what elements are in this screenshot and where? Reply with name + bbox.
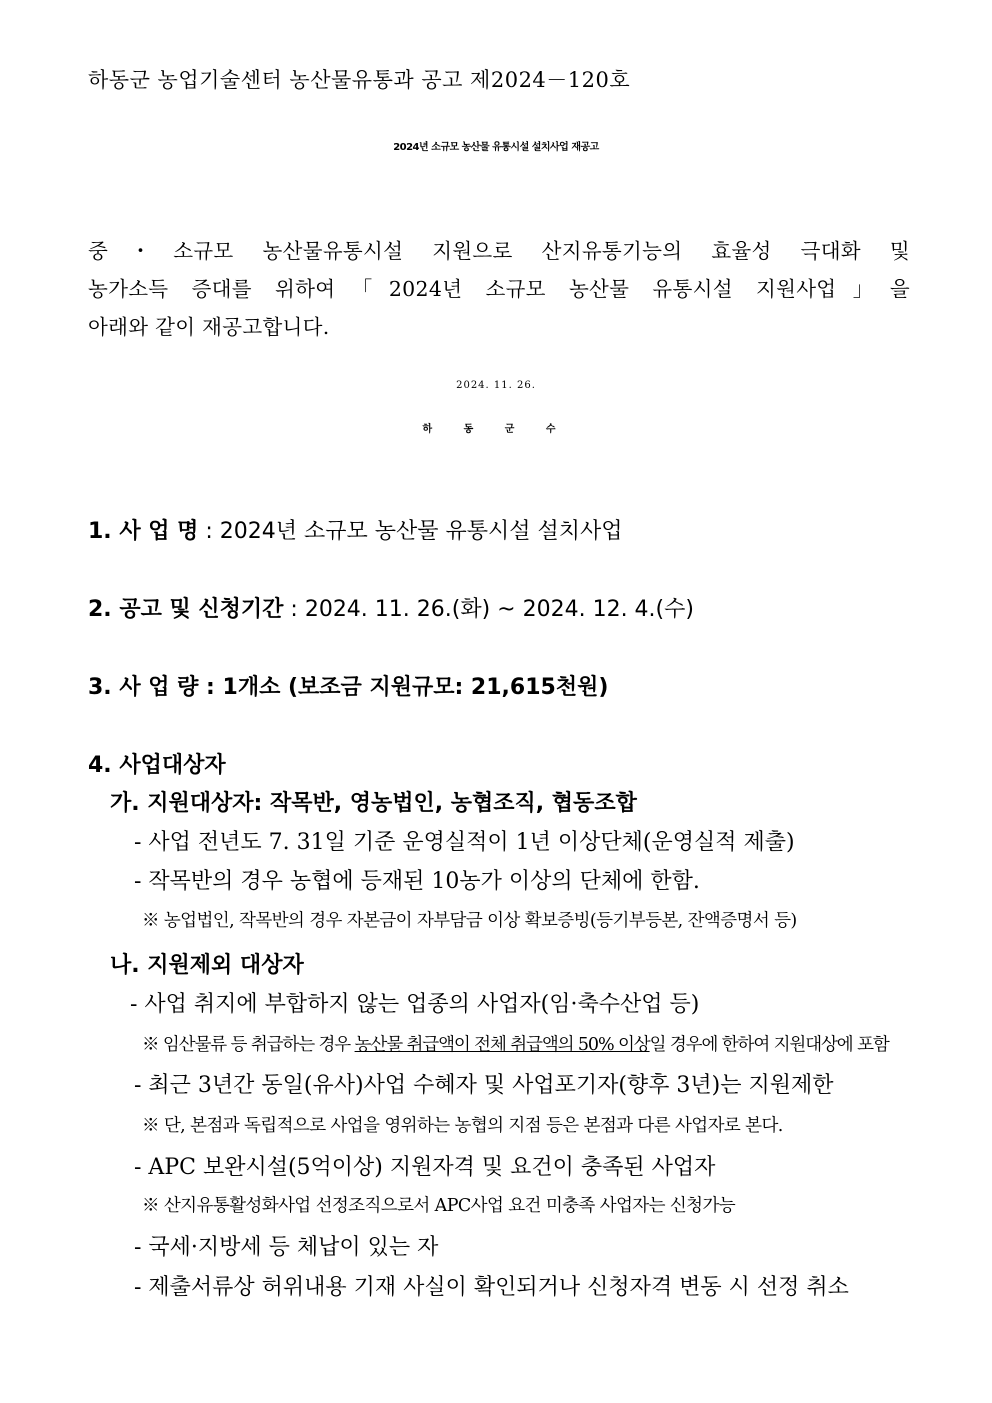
section-eligible-applicants: 4. 사업대상자: [88, 753, 226, 778]
note-text: 일 경우에 한하여 지원대상에 포함: [649, 1035, 889, 1055]
excluded-item-4: - 국세·지방세 등 체납이 있는 자: [134, 1235, 439, 1260]
excluded-note-3: ※ 산지유통활성화사업 선정조직으로서 APC사업 요건 미충족 사업자는 신청가능: [142, 1196, 736, 1216]
excluded-heading: 나. 지원제외 대상자: [110, 953, 304, 978]
excluded-item-3: - APC 보완시설(5억이상) 지원자격 및 요건이 충족된 사업자: [134, 1155, 716, 1180]
intro-line-1: 중・소규모 농산물유통시설 지원으로 산지유통기능의 효율성 극대화 및: [88, 239, 910, 263]
section-value: : 2024년 소규모 농산물 유통시설 설치사업: [198, 519, 623, 544]
excluded-note-1: [142, 1031, 889, 1056]
section-application-period: [88, 592, 694, 623]
target-item-1: - 사업 전년도 7. 31일 기준 운영실적이 1년 이상단체(운영실적 제출): [134, 830, 795, 855]
target-item-2: - 작목반의 경우 농협에 등재된 10농가 이상의 단체에 한함.: [134, 869, 700, 894]
section-project-quantity: 3. 사 업 량 : 1개소 (보조금 지원규모: 21,615천원): [88, 675, 609, 700]
intro-line-3: 아래와 같이 재공고합니다.: [88, 315, 330, 339]
page-title: 2024년 소규모 농산물 유통시설 설치사업 재공고: [393, 142, 599, 153]
section-label: 2. 공고 및 신청기간: [88, 597, 284, 622]
note-underlined-text: 농산물 취급액이 전체 취급액의 50% 이상: [354, 1035, 650, 1055]
notice-date: 2024. 11. 26.: [456, 380, 536, 391]
excluded-item-2: - 최근 3년간 동일(유사)사업 수혜자 및 사업포기자(향후 3년)는 지원제한: [134, 1073, 834, 1098]
section-project-name: [88, 514, 623, 545]
excluded-note-2: ※ 단, 본점과 독립적으로 사업을 영위하는 농협의 지점 등은 본점과 다른 사업자로 본다.: [142, 1116, 783, 1136]
target-heading: 가. 지원대상자: 작목반, 영농법인, 농협조직, 협동조합: [110, 791, 637, 816]
excluded-item-1: - 사업 취지에 부합하지 않는 업종의 사업자(임·축수산업 등): [130, 992, 700, 1017]
issuer-name: 하 동 군 수: [422, 424, 570, 435]
intro-line-2: 농가소득 증대를 위하여「2024년 소규모 농산물 유통시설 지원사업」을: [88, 277, 910, 301]
note-text: ※ 임산물류 등 취급하는 경우: [142, 1035, 355, 1055]
section-label: 1. 사 업 명: [88, 519, 199, 544]
target-note-1: ※ 농업법인, 작목반의 경우 자본금이 자부담금 이상 확보증빙(등기부등본, 잔액증명서 등): [142, 911, 797, 931]
excluded-item-5: - 제출서류상 허위내용 기재 사실이 확인되거나 신청자격 변동 시 선정 취소: [134, 1275, 849, 1300]
notice-number: 하동군 농업기술센터 농산물유통과 공고 제2024－120호: [88, 68, 631, 92]
section-value: : 2024. 11. 26.(화) ~ 2024. 12. 4.(수): [283, 597, 694, 622]
